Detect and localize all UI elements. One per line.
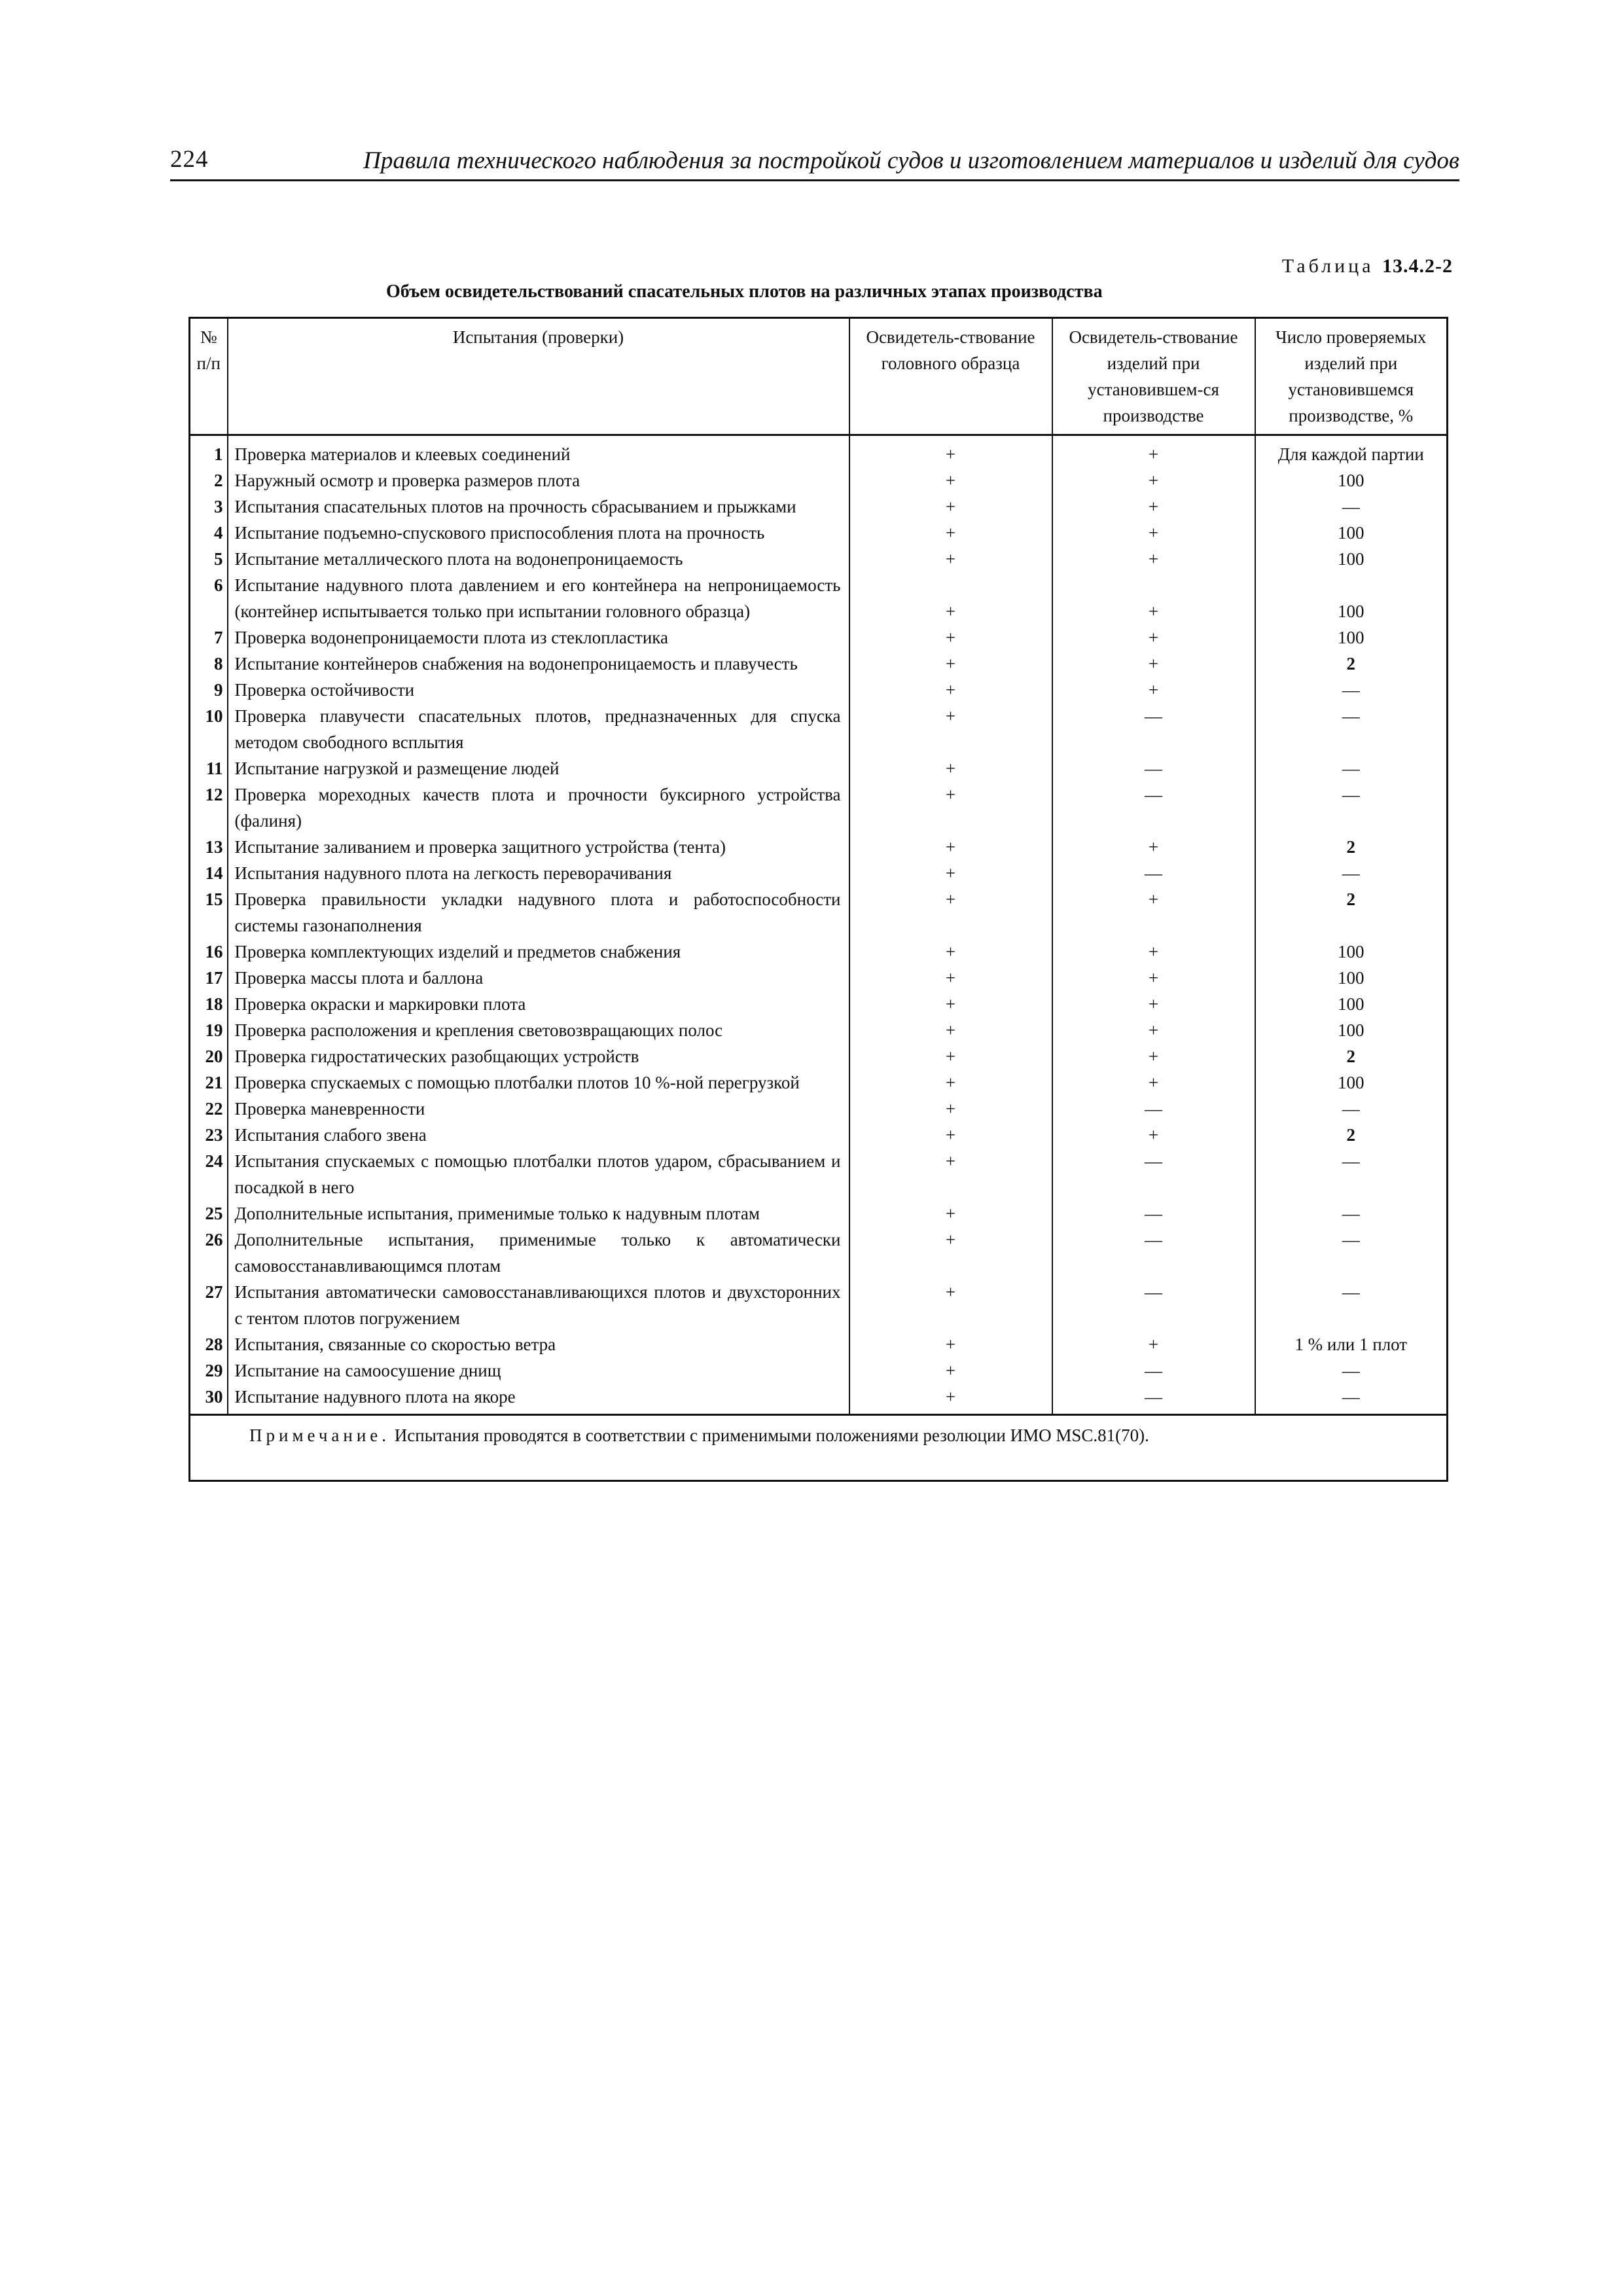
row-prototype-mark: + — [849, 493, 1052, 520]
row-count: — — [1255, 755, 1448, 781]
note-row — [190, 1415, 1448, 1481]
row-number: 28 — [190, 1331, 228, 1357]
row-test-name: Испытания спускаемых с помощью плотбалки плотов ударом, сбрасыванием и посадкой в него — [228, 1148, 849, 1200]
row-prototype-mark: + — [849, 1227, 1052, 1279]
row-number: 25 — [190, 1200, 228, 1227]
row-number: 6 — [190, 572, 228, 624]
row-count: — — [1255, 1227, 1448, 1279]
row-serial-mark: — — [1052, 1279, 1255, 1331]
col-header-count: Число проверяемых изделий при установившемся производстве, % — [1255, 318, 1448, 435]
row-count: — — [1255, 1384, 1448, 1415]
row-count: 100 — [1255, 1069, 1448, 1096]
row-prototype-mark: + — [849, 860, 1052, 886]
row-number: 23 — [190, 1122, 228, 1148]
row-test-name: Наружный осмотр и проверка размеров плота — [228, 467, 849, 493]
header-rule — [170, 179, 1459, 181]
row-test-name: Дополнительные испытания, применимые только к автоматически самовосстанавливающимся плотам — [228, 1227, 849, 1279]
table-row — [190, 965, 1448, 991]
row-number: 5 — [190, 546, 228, 572]
row-number: 24 — [190, 1148, 228, 1200]
row-serial-mark: — — [1052, 1148, 1255, 1200]
table-row — [190, 1043, 1448, 1069]
col-header-prototype: Освидетель-ствование головного образца — [849, 318, 1052, 435]
row-serial-mark: + — [1052, 572, 1255, 624]
row-test-name: Испытания, связанные со скоростью ветра — [228, 1331, 849, 1357]
table-row — [190, 1279, 1448, 1331]
table-row — [190, 939, 1448, 965]
row-count: 2 — [1255, 834, 1448, 860]
row-serial-mark: — — [1052, 1096, 1255, 1122]
row-prototype-mark: + — [849, 781, 1052, 834]
row-number: 12 — [190, 781, 228, 834]
row-prototype-mark: + — [849, 1200, 1052, 1227]
row-prototype-mark: + — [849, 1148, 1052, 1200]
row-test-name: Испытание нагрузкой и размещение людей — [228, 755, 849, 781]
row-test-name: Испытания надувного плота на легкость переворачивания — [228, 860, 849, 886]
row-serial-mark: + — [1052, 1069, 1255, 1096]
table-row — [190, 1384, 1448, 1415]
row-number: 11 — [190, 755, 228, 781]
row-test-name: Испытания спасательных плотов на прочность сбрасыванием и прыжками — [228, 493, 849, 520]
row-prototype-mark: + — [849, 1279, 1052, 1331]
row-prototype-mark: + — [849, 1122, 1052, 1148]
row-number: 30 — [190, 1384, 228, 1415]
table-row — [190, 755, 1448, 781]
row-count: — — [1255, 1279, 1448, 1331]
row-test-name: Испытание надувного плота давлением и его контейнера на непроницаемость (контейнер испытывается только при испытании головного образца) — [228, 572, 849, 624]
row-count: 100 — [1255, 965, 1448, 991]
table-label-prefix: Таблица — [1281, 255, 1374, 277]
row-test-name: Испытание надувного плота на якоре — [228, 1384, 849, 1415]
row-prototype-mark: + — [849, 435, 1052, 468]
row-prototype-mark: + — [849, 939, 1052, 965]
col-header-serial: Освидетель-ствование изделий при установившем-ся производстве — [1052, 318, 1255, 435]
row-test-name: Проверка правильности укладки надувного плота и работоспособности системы газонаполнения — [228, 886, 849, 939]
row-prototype-mark: + — [849, 703, 1052, 755]
row-test-name: Проверка водонепроницаемости плота из стеклопластика — [228, 624, 849, 651]
row-number: 20 — [190, 1043, 228, 1069]
row-number: 16 — [190, 939, 228, 965]
table-row — [190, 572, 1448, 624]
row-prototype-mark: + — [849, 467, 1052, 493]
row-count: — — [1255, 1357, 1448, 1384]
row-number: 3 — [190, 493, 228, 520]
row-prototype-mark: + — [849, 886, 1052, 939]
page-number: 224 — [170, 146, 209, 173]
row-count: — — [1255, 781, 1448, 834]
row-serial-mark: + — [1052, 1122, 1255, 1148]
table-caption: Объем освидетельствований спасательных плотов на различных этапах производства — [386, 281, 1103, 302]
row-prototype-mark: + — [849, 1069, 1052, 1096]
row-serial-mark: — — [1052, 1227, 1255, 1279]
row-count: — — [1255, 677, 1448, 703]
row-prototype-mark: + — [849, 1043, 1052, 1069]
table-row — [190, 467, 1448, 493]
row-serial-mark: + — [1052, 546, 1255, 572]
table-row — [190, 1096, 1448, 1122]
row-number: 4 — [190, 520, 228, 546]
row-test-name: Проверка спускаемых с помощью плотбалки плотов 10 %-ной перегрузкой — [228, 1069, 849, 1096]
table-row — [190, 1200, 1448, 1227]
table-row — [190, 1331, 1448, 1357]
table-row — [190, 624, 1448, 651]
row-prototype-mark: + — [849, 991, 1052, 1017]
row-number: 18 — [190, 991, 228, 1017]
table-row — [190, 1227, 1448, 1279]
row-prototype-mark: + — [849, 624, 1052, 651]
row-serial-mark: + — [1052, 1043, 1255, 1069]
row-test-name: Испытания слабого звена — [228, 1122, 849, 1148]
row-number: 7 — [190, 624, 228, 651]
note-text: Испытания проводятся в соответствии с применимыми положениями резолюции ИМО MSC.81(70). — [394, 1426, 1149, 1445]
table-row — [190, 520, 1448, 546]
row-test-name: Проверка массы плота и баллона — [228, 965, 849, 991]
row-prototype-mark: + — [849, 572, 1052, 624]
row-serial-mark: — — [1052, 703, 1255, 755]
row-serial-mark: + — [1052, 939, 1255, 965]
row-test-name: Дополнительные испытания, применимые только к надувным плотам — [228, 1200, 849, 1227]
table-row — [190, 703, 1448, 755]
row-test-name: Проверка комплектующих изделий и предметов снабжения — [228, 939, 849, 965]
note-label: Примечание. — [249, 1426, 391, 1445]
table-label-number: 13.4.2-2 — [1382, 255, 1453, 277]
row-serial-mark: + — [1052, 965, 1255, 991]
table-row — [190, 677, 1448, 703]
col-header-number: № п/п — [190, 318, 228, 435]
table-row — [190, 781, 1448, 834]
row-serial-mark: + — [1052, 624, 1255, 651]
row-count: 100 — [1255, 546, 1448, 572]
row-count: 100 — [1255, 467, 1448, 493]
table-label — [1282, 255, 1453, 278]
row-count: 2 — [1255, 886, 1448, 939]
row-prototype-mark: + — [849, 1331, 1052, 1357]
row-number: 8 — [190, 651, 228, 677]
row-prototype-mark: + — [849, 1017, 1052, 1043]
row-serial-mark: — — [1052, 860, 1255, 886]
table-row — [190, 546, 1448, 572]
table-row — [190, 1069, 1448, 1096]
row-serial-mark: + — [1052, 467, 1255, 493]
row-count: 100 — [1255, 624, 1448, 651]
row-serial-mark: + — [1052, 1017, 1255, 1043]
row-prototype-mark: + — [849, 1384, 1052, 1415]
row-number: 29 — [190, 1357, 228, 1384]
row-number: 1 — [190, 435, 228, 468]
row-prototype-mark: + — [849, 1357, 1052, 1384]
row-serial-mark: — — [1052, 1384, 1255, 1415]
row-number: 13 — [190, 834, 228, 860]
row-serial-mark: — — [1052, 1200, 1255, 1227]
row-count: — — [1255, 493, 1448, 520]
row-serial-mark: + — [1052, 677, 1255, 703]
row-serial-mark: + — [1052, 991, 1255, 1017]
row-number: 2 — [190, 467, 228, 493]
table-row — [190, 1017, 1448, 1043]
row-number: 21 — [190, 1069, 228, 1096]
table-row — [190, 860, 1448, 886]
row-test-name: Проверка мореходных качеств плота и прочности буксирного устройства (фалиня) — [228, 781, 849, 834]
row-serial-mark: + — [1052, 493, 1255, 520]
row-serial-mark: + — [1052, 520, 1255, 546]
table-row — [190, 991, 1448, 1017]
row-count: — — [1255, 1096, 1448, 1122]
table-row — [190, 1122, 1448, 1148]
col-header-tests: Испытания (проверки) — [228, 318, 849, 435]
row-count: 100 — [1255, 939, 1448, 965]
row-number: 26 — [190, 1227, 228, 1279]
row-serial-mark: + — [1052, 435, 1255, 468]
row-count: — — [1255, 860, 1448, 886]
table-row — [190, 493, 1448, 520]
table-row — [190, 886, 1448, 939]
table-header-row — [190, 318, 1448, 435]
row-serial-mark: — — [1052, 1357, 1255, 1384]
table-row — [190, 834, 1448, 860]
row-test-name: Проверка гидростатических разобщающих устройств — [228, 1043, 849, 1069]
table-row — [190, 1357, 1448, 1384]
row-serial-mark: — — [1052, 781, 1255, 834]
row-test-name: Испытание подъемно-спускового приспособления плота на прочность — [228, 520, 849, 546]
row-test-name: Проверка остойчивости — [228, 677, 849, 703]
row-prototype-mark: + — [849, 651, 1052, 677]
row-count: — — [1255, 1148, 1448, 1200]
table-body — [190, 435, 1448, 1415]
row-prototype-mark: + — [849, 546, 1052, 572]
row-serial-mark: + — [1052, 834, 1255, 860]
row-prototype-mark: + — [849, 520, 1052, 546]
row-number: 14 — [190, 860, 228, 886]
row-test-name: Испытание заливанием и проверка защитного устройства (тента) — [228, 834, 849, 860]
running-title: Правила технического наблюдения за постройкой судов и изготовлением материалов и изделий для судов — [363, 147, 1459, 174]
row-test-name: Испытание металлического плота на водонепроницаемость — [228, 546, 849, 572]
table-row — [190, 651, 1448, 677]
row-count: 100 — [1255, 572, 1448, 624]
row-test-name: Испытание на самоосушение днищ — [228, 1357, 849, 1384]
row-number: 17 — [190, 965, 228, 991]
row-prototype-mark: + — [849, 755, 1052, 781]
row-test-name: Испытание контейнеров снабжения на водонепроницаемость и плавучесть — [228, 651, 849, 677]
row-test-name: Проверка маневренности — [228, 1096, 849, 1122]
row-count: 1 % или 1 плот — [1255, 1331, 1448, 1357]
note-cell — [190, 1415, 1448, 1481]
row-serial-mark: + — [1052, 1331, 1255, 1357]
row-number: 22 — [190, 1096, 228, 1122]
row-count: 100 — [1255, 1017, 1448, 1043]
row-number: 19 — [190, 1017, 228, 1043]
row-serial-mark: + — [1052, 886, 1255, 939]
row-prototype-mark: + — [849, 677, 1052, 703]
row-test-name: Проверка плавучести спасательных плотов, предназначенных для спуска методом свободного всплытия — [228, 703, 849, 755]
row-prototype-mark: + — [849, 965, 1052, 991]
row-count: Для каждой партии — [1255, 435, 1448, 468]
row-count: — — [1255, 703, 1448, 755]
row-test-name: Проверка окраски и маркировки плота — [228, 991, 849, 1017]
row-number: 15 — [190, 886, 228, 939]
row-count: 2 — [1255, 1122, 1448, 1148]
row-serial-mark: + — [1052, 651, 1255, 677]
row-count: — — [1255, 1200, 1448, 1227]
table-row — [190, 1148, 1448, 1200]
row-count: 100 — [1255, 520, 1448, 546]
row-prototype-mark: + — [849, 834, 1052, 860]
row-test-name: Проверка материалов и клеевых соединений — [228, 435, 849, 468]
table-row — [190, 435, 1448, 468]
row-serial-mark: — — [1052, 755, 1255, 781]
survey-table — [188, 317, 1448, 1482]
row-count: 2 — [1255, 651, 1448, 677]
row-count: 2 — [1255, 1043, 1448, 1069]
row-test-name: Проверка расположения и крепления световозвращающих полос — [228, 1017, 849, 1043]
row-number: 9 — [190, 677, 228, 703]
row-test-name: Испытания автоматически самовосстанавливающихся плотов и двухсторонних с тентом плотов погружением — [228, 1279, 849, 1331]
row-number: 10 — [190, 703, 228, 755]
row-prototype-mark: + — [849, 1096, 1052, 1122]
row-number: 27 — [190, 1279, 228, 1331]
row-count: 100 — [1255, 991, 1448, 1017]
